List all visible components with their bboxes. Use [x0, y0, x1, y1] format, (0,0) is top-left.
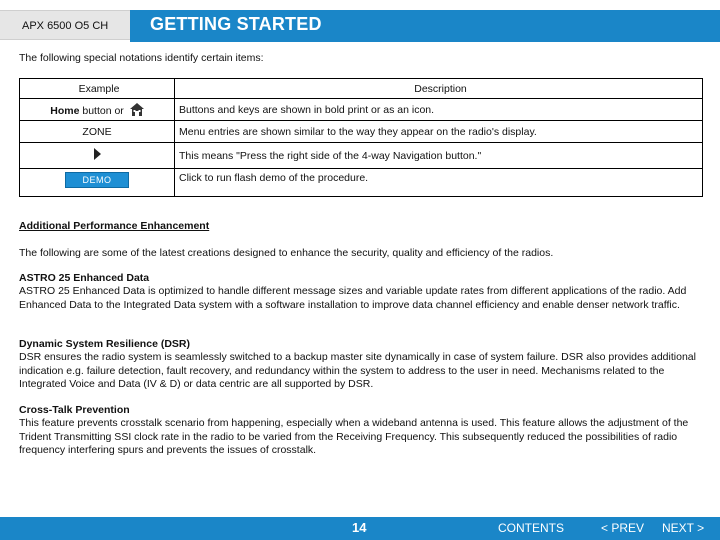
description-cell: This means "Press the right side of the 4-way Navigation button."	[175, 143, 703, 169]
description-cell: Click to run flash demo of the procedure.	[175, 169, 703, 197]
home-bold-label: Home	[50, 104, 80, 117]
feature-dsr	[19, 338, 709, 392]
table-row	[20, 121, 703, 143]
table-row	[20, 99, 703, 121]
description-cell: Menu entries are shown similar to the way they appear on the radio's display.	[175, 121, 703, 143]
example-cell	[20, 169, 175, 197]
feature-text: ASTRO 25 Enhanced Data is optimized to handle different message sizes and variable update rates from different applications of the radio. Add Enhanced Data to the Integrated Data system with a software installation to improve data channel efficiency and enable denser network traffic.	[19, 285, 687, 311]
section-heading: Additional Performance Enhancement	[19, 220, 210, 232]
description-cell: Buttons and keys are shown in bold print or as an icon.	[175, 99, 703, 121]
feature-text: This feature prevents crosstalk scenario from happening, especially when a wideband antenna is used. This feature allows the adjustment of the Trident Transmitting SSI clock rate in the radio to be varied from the Receiving Frequency. This subsequently reduced the possibilities of radio frequency interfering spurs and prevents the issues of crosstalk.	[19, 417, 689, 457]
title-bar	[130, 10, 720, 42]
feature-title: Cross-Talk Prevention	[19, 404, 130, 416]
footer-bar	[0, 517, 720, 540]
home-icon	[130, 103, 144, 116]
feature-text: DSR ensures the radio system is seamlessly switched to a backup master site dynamically in case of system failure. DSR also provides additional indication e.g. failure detection, fault recovery, and redundancy within the system to address to the user in need. Mechanisms related to the Integrated Voice and Data (IV & D) or data centric are all supported by DSR.	[19, 351, 696, 391]
header-example: Example	[20, 79, 175, 99]
right-arrow-icon	[94, 148, 101, 160]
table-row	[20, 143, 703, 169]
contents-link[interactable]: CONTENTS	[498, 521, 564, 535]
header-description: Description	[175, 79, 703, 99]
table-header-row	[20, 79, 703, 99]
table-row	[20, 169, 703, 197]
page-number: 14	[352, 520, 367, 535]
example-cell	[20, 99, 175, 121]
product-label: APX 6500 O5 CH	[0, 10, 130, 40]
demo-button[interactable]: DEMO	[65, 172, 129, 188]
intro-text: The following special notations identify certain items:	[19, 52, 264, 64]
example-cell	[20, 143, 175, 169]
notation-table	[19, 78, 703, 197]
feature-title: Dynamic System Resilience (DSR)	[19, 338, 190, 350]
example-rest: button or	[79, 104, 124, 117]
feature-crosstalk	[19, 404, 709, 458]
next-link[interactable]: NEXT >	[662, 521, 705, 535]
zone-label: ZONE	[20, 121, 175, 143]
prev-link[interactable]: < PREV	[601, 521, 645, 535]
feature-title: ASTRO 25 Enhanced Data	[19, 272, 150, 284]
feature-enhanced-data	[19, 272, 709, 312]
page-title: GETTING STARTED	[150, 14, 322, 34]
section-intro: The following are some of the latest creations designed to enhance the security, quality and efficiency of the radios.	[19, 247, 554, 259]
